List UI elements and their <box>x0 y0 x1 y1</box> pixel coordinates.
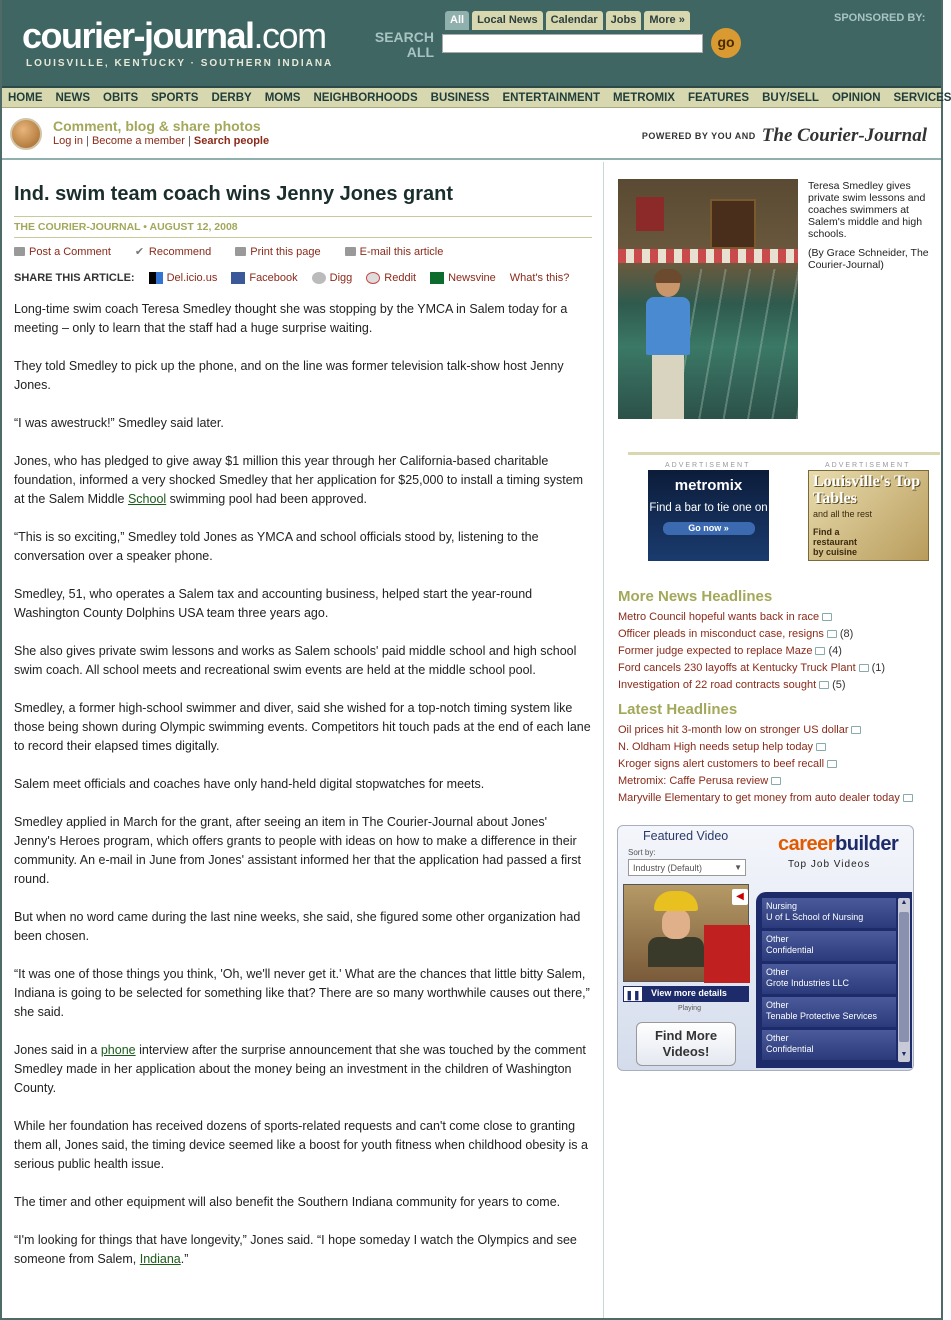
wall-banner <box>636 197 664 231</box>
list-item[interactable] <box>618 739 938 756</box>
whats-this-label: What's this? <box>509 272 570 284</box>
chevron-down-icon: ▼ <box>734 863 742 872</box>
share-facebook[interactable] <box>231 272 297 284</box>
email-label: E-mail this article <box>359 245 444 258</box>
nav-neighborhoods[interactable]: NEIGHBORHOODS <box>313 91 418 104</box>
paragraph: Smedley, a former high-school swimmer and diver, said she wished for a top-notch timing system like those being shown during Olympic swimming events. Competitors hit touch pads at the end of each lane to record their elapsed times digitally. <box>14 701 591 753</box>
job-video-item[interactable] <box>762 1030 896 1060</box>
paper-wordmark[interactable]: The Courier-Journal <box>761 125 927 146</box>
ad-label: ADVERTISEMENT <box>825 462 911 469</box>
paragraph: But when no word came during the last nine weeks, she said, she figured some other organization had been chosen. <box>14 910 581 943</box>
list-item[interactable] <box>618 790 938 807</box>
job-category: Other <box>766 934 789 944</box>
comment-count: (8) <box>839 628 854 640</box>
caption-text: Teresa Smedley gives private swim lessons and coaches swimmers at Salem's middle and high schools. <box>808 180 926 240</box>
nav-metromix[interactable]: METROMIX <box>612 91 675 104</box>
list-item[interactable] <box>618 722 938 739</box>
print-button[interactable] <box>235 245 320 258</box>
paragraph-text: interview after the surprise announcement that she was touched by the comment Smedley made in her application about the money being an investment in the children of Washington County. <box>14 1043 586 1095</box>
paragraph-text: .” <box>180 1252 189 1266</box>
photo-credit: (By Grace Schneider, The Courier-Journal) <box>808 247 929 271</box>
nav-derby[interactable]: DERBY <box>211 91 252 104</box>
article-body <box>14 300 592 1288</box>
paragraph: “This is so exciting,” Smedley told Jones as YMCA and school officials stood by, listening to the conversation over a speaker phone. <box>14 530 539 563</box>
coach-figure <box>646 271 690 419</box>
paragraph <box>14 452 592 509</box>
comment-icon <box>816 743 826 751</box>
recommend-label: Recommend <box>148 245 212 258</box>
login-link[interactable]: Log in <box>53 135 83 147</box>
featured-video-title: Featured Video <box>643 829 729 843</box>
job-video-item[interactable] <box>762 898 896 928</box>
headline-link[interactable]: Metromix: Caffe Perusa review <box>618 775 769 787</box>
paragraph: “I was awestruck!” Smedley said later. <box>14 416 224 430</box>
ad-label: ADVERTISEMENT <box>665 462 751 469</box>
video-player[interactable] <box>623 884 749 982</box>
comment-icon <box>14 247 25 256</box>
face <box>662 909 690 939</box>
job-video-item[interactable] <box>762 997 896 1027</box>
careerbuilder-logo[interactable] <box>778 833 898 856</box>
pause-icon[interactable]: ❚❚ <box>623 986 643 1002</box>
nav-entertainment[interactable]: ENTERTAINMENT <box>502 91 600 104</box>
comment-icon <box>851 726 861 734</box>
headline-link[interactable]: N. Oldham High needs setup help today <box>618 741 814 753</box>
article-byline: THE COURIER-JOURNAL • AUGUST 12, 2008 <box>14 216 592 238</box>
job-employer: U of L School of Nursing <box>766 912 864 922</box>
more-news-list <box>618 609 938 694</box>
nav-obits[interactable]: OBITS <box>103 91 139 104</box>
pants <box>652 355 684 419</box>
sort-label: Sort by: <box>628 848 656 857</box>
hair <box>654 269 682 283</box>
comment-icon <box>827 760 837 768</box>
paragraph-text: “I'm looking for things that have longevity,” Jones said. “I hope someday I watch the Olympics and see someone from Salem, <box>14 1233 577 1266</box>
list-item[interactable] <box>618 609 938 626</box>
pool-water <box>678 269 798 419</box>
nav-services[interactable]: SERVICES <box>893 91 951 104</box>
nav-moms[interactable]: MOMS <box>264 91 301 104</box>
site-tagline: LOUISVILLE, KENTUCKY · SOUTHERN INDIANA <box>26 58 334 69</box>
article-photo[interactable] <box>618 179 798 419</box>
shirt <box>646 297 690 355</box>
metromix-text: Find a bar to tie one on <box>649 502 768 514</box>
metromix-ad[interactable] <box>648 470 769 561</box>
top-tables-title: Louisville's Top Tables <box>813 473 921 507</box>
nav-features[interactable]: FEATURES <box>687 91 750 104</box>
nav-news[interactable]: NEWS <box>55 91 90 104</box>
search-tab-jobs[interactable]: Jobs <box>606 11 642 30</box>
search-people-link[interactable]: Search people <box>193 135 270 147</box>
coat <box>648 937 704 967</box>
powered-by-label: POWERED BY YOU AND <box>641 131 756 141</box>
view-more-details-button[interactable]: View more details <box>651 988 727 998</box>
nav-opinion[interactable]: OPINION <box>831 91 881 104</box>
masthead <box>2 0 941 86</box>
nav-business[interactable]: BUSINESS <box>430 91 490 104</box>
comment-icon <box>771 777 781 785</box>
community-title[interactable]: Comment, blog & share photos <box>53 118 261 134</box>
firefighter-figure <box>654 891 698 965</box>
become-member-link[interactable]: Become a member <box>91 135 185 147</box>
metromix-brand: metromix <box>674 477 743 494</box>
comment-icon <box>859 664 869 672</box>
sort-select[interactable] <box>628 859 746 876</box>
scroll-down-icon[interactable]: ▼ <box>900 1051 908 1058</box>
headline-link[interactable]: Oil prices hit 3-month low on stronger US dollar <box>618 724 849 736</box>
mute-icon[interactable]: ◀ <box>732 889 748 905</box>
nav-home[interactable]: HOME <box>8 91 43 104</box>
job-employer: Confidential <box>766 945 814 955</box>
share-delicious-label: Del.icio.us <box>166 272 218 284</box>
paragraph-text: swimming pool had been approved. <box>166 492 368 506</box>
reddit-icon <box>366 272 380 284</box>
share-digg[interactable] <box>312 272 353 284</box>
job-video-item[interactable] <box>762 931 896 961</box>
share-label: SHARE THIS ARTICLE: <box>14 272 135 284</box>
helmet <box>654 891 698 911</box>
top-tables-find: Find a restaurant by cuisine <box>813 527 858 557</box>
search-tab-all[interactable]: All <box>445 11 469 30</box>
paragraph-text: Jones said in a <box>14 1043 101 1057</box>
search-tabs <box>445 11 690 30</box>
latest-headlines-list <box>618 722 938 807</box>
check-icon: ✔ <box>134 246 145 258</box>
job-category: Other <box>766 1000 789 1010</box>
share-digg-label: Digg <box>329 272 353 284</box>
find-more-videos-button[interactable]: Find More Videos! <box>636 1022 736 1066</box>
comment-icon <box>903 794 913 802</box>
indiana-link[interactable]: Indiana <box>139 1252 181 1266</box>
paragraph: Smedley, 51, who operates a Salem tax and accounting business, helped start the year-round Washington County Dolphins USA team three years ago. <box>14 587 533 620</box>
comment-count: (1) <box>871 662 886 674</box>
job-category: Other <box>766 1033 789 1043</box>
paragraph <box>14 1231 592 1269</box>
pennant-flags <box>618 249 798 263</box>
nav-sports[interactable]: SPORTS <box>151 91 199 104</box>
share-bar <box>14 272 583 284</box>
headline-link[interactable]: Investigation of 22 road contracts sought <box>618 679 817 691</box>
share-newsvine-label: Newsvine <box>448 272 496 284</box>
headline-link[interactable]: Metro Council hopeful wants back in race <box>618 611 820 623</box>
comment-icon <box>815 647 825 655</box>
paragraph: Long-time swim coach Teresa Smedley thought she was stopping by the YMCA in Salem today for a meeting – only to learn that the staff had a huge surprise waiting. <box>14 302 568 335</box>
facebook-icon <box>231 272 245 284</box>
search-go-button[interactable]: go <box>711 28 741 58</box>
metromix-go-button[interactable]: Go now » <box>663 522 755 535</box>
comment-icon <box>827 630 837 638</box>
post-comment-button[interactable] <box>14 245 111 258</box>
list-item[interactable] <box>618 677 938 694</box>
paragraph: While her foundation has received dozens of sports-related requests and can't come close to granting them all, Jones said, the timing device seemed like a boost for youth fitness when childhood obesity is a serious public health issue. <box>14 1119 588 1171</box>
more-news-title: More News Headlines <box>618 588 773 605</box>
paragraph: Smedley applied in March for the grant, after seeing an item in The Courier-Journal about Jones' Jenny's Heroes program, which offers grants to people with ideas on how to make a difference in their community. An e-mail in June from Jones' assistant informed her that the application had passed a first round. <box>14 815 582 886</box>
top-tables-ad[interactable] <box>808 470 929 561</box>
job-employer: Confidential <box>766 1044 814 1054</box>
list-item[interactable] <box>618 643 938 660</box>
list-item[interactable] <box>618 756 938 773</box>
share-delicious[interactable] <box>149 272 218 284</box>
school-link[interactable]: School <box>127 492 167 506</box>
comment-icon <box>822 613 832 621</box>
comment-count: (4) <box>828 645 842 657</box>
sort-select-value: Industry (Default) <box>633 863 703 873</box>
headline-link[interactable]: Ford cancels 230 layoffs at Kentucky Truck Plant <box>618 662 856 674</box>
careerbuilder-widget <box>617 825 914 1071</box>
phone-link[interactable]: phone <box>100 1043 136 1057</box>
paragraph: She also gives private swim lessons and works as Salem schools' paid middle school and high school swim coach. All school meets and recreational swim events are held at the middle school pool. <box>14 644 577 677</box>
list-item[interactable] <box>618 773 938 790</box>
photo-caption <box>808 180 938 278</box>
scroll-up-icon[interactable]: ▲ <box>900 899 908 906</box>
list-item[interactable] <box>618 660 938 677</box>
search-tab-local-news[interactable]: Local News <box>472 11 543 30</box>
paragraph <box>14 1041 592 1098</box>
community-links: Log in | Become a member | Search people <box>53 135 270 147</box>
headline-link[interactable]: Former judge expected to replace Maze <box>618 645 813 657</box>
brand-part: career <box>778 833 836 855</box>
delicious-icon <box>149 272 163 284</box>
job-video-list <box>756 892 912 1068</box>
job-employer: Grote Industries LLC <box>766 978 850 988</box>
search-tab-calendar[interactable]: Calendar <box>546 11 603 30</box>
paragraph-text: Jones, who has pledged to give away $1 million this year through her California-based charitable foundation, informed a very shocked Smedley that her application for $25,000 to install a timing system at the Salem Middle <box>14 454 584 506</box>
list-item[interactable] <box>618 626 938 643</box>
newsvine-icon <box>430 272 444 284</box>
nav-buysell[interactable]: BUY/SELL <box>762 91 819 104</box>
brand-part: builder <box>835 833 899 855</box>
record-board <box>710 199 756 249</box>
whats-this-link[interactable] <box>510 272 570 284</box>
article-headline: Ind. swim team coach wins Jenny Jones grant <box>14 183 454 205</box>
digg-icon <box>312 272 326 284</box>
search-tab-more[interactable]: More » <box>644 11 689 30</box>
scrollbar-thumb[interactable] <box>899 912 909 1042</box>
job-list-scrollbar[interactable] <box>898 898 910 1062</box>
sponsored-by-label: SPONSORED BY: <box>834 12 926 24</box>
article-tools <box>14 245 467 258</box>
share-reddit[interactable] <box>366 272 416 284</box>
print-label: Print this page <box>250 245 321 258</box>
powered-by <box>642 125 927 147</box>
post-comment-label: Post a Comment <box>29 245 111 258</box>
column-divider <box>603 162 604 1318</box>
headline-link[interactable]: Maryville Elementary to get money from auto dealer today <box>618 792 900 804</box>
job-employer: Tenable Protective Services <box>766 1011 878 1021</box>
latest-headlines-title: Latest Headlines <box>618 701 738 718</box>
job-video-item[interactable] <box>762 964 896 994</box>
share-facebook-label: Facebook <box>249 272 298 284</box>
paragraph: They told Smedley to pick up the phone, and on the line was former television talk-show host Jenny Jones. <box>14 359 564 392</box>
search-input[interactable] <box>442 34 703 53</box>
community-bar <box>2 108 941 160</box>
search-all-label: SEARCH ALL <box>374 29 434 60</box>
recommend-button[interactable] <box>135 245 211 258</box>
playing-status: Playing <box>678 1005 701 1012</box>
paragraph: Salem meet officials and coaches have only hand-held digital stopwatches for meets. <box>14 777 485 791</box>
email-button[interactable] <box>345 245 444 258</box>
logo-text: courier-journal <box>22 15 254 56</box>
print-icon <box>235 247 246 256</box>
headline-link[interactable]: Officer pleads in misconduct case, resigns <box>618 628 824 640</box>
comment-count: (5) <box>832 679 846 691</box>
top-job-videos-label: Top Job Videos <box>788 859 871 870</box>
headline-link[interactable]: Kroger signs alert customers to beef recall <box>618 758 825 770</box>
paragraph: The timer and other equipment will also benefit the Southern Indiana community for years to come. <box>14 1195 561 1209</box>
comment-icon <box>819 681 829 689</box>
envelope-icon <box>345 247 356 256</box>
video-controls <box>623 986 749 1002</box>
logo-tld: .com <box>253 15 326 56</box>
paragraph: “It was one of those things you think, 'Oh, we'll never get it.' What are the chances that little bitty Salem, Indiana is going to be selected for something like that? There are so many worthwhile causes out there,” she said. <box>14 967 590 1019</box>
main-nav <box>2 86 951 108</box>
share-reddit-label: Reddit <box>384 272 417 284</box>
share-newsvine[interactable] <box>430 272 496 284</box>
site-logo[interactable] <box>22 16 326 56</box>
top-tables-sub: and all the rest <box>813 509 873 519</box>
job-category: Other <box>766 967 789 977</box>
community-avatar-icon <box>10 118 42 150</box>
job-category: Nursing <box>766 901 798 911</box>
fire-truck <box>704 925 750 983</box>
